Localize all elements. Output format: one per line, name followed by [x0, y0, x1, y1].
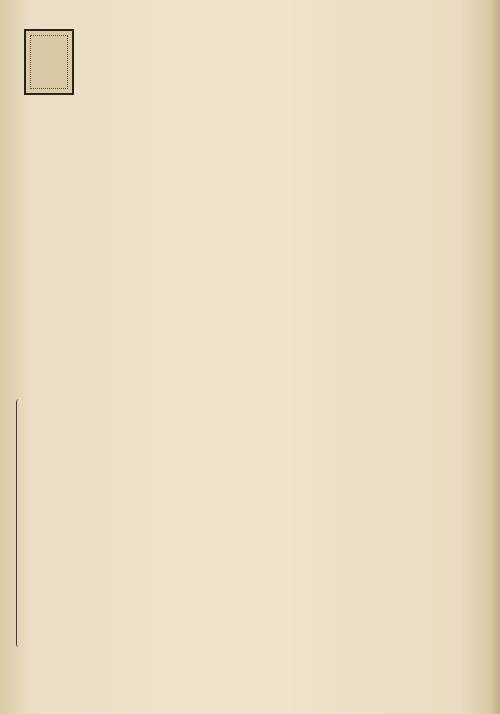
- right-column: [242, 21, 490, 705]
- ornament-border: [30, 35, 68, 89]
- margin-bracket: [16, 399, 23, 647]
- drop-cap-ornament: [24, 29, 74, 95]
- page-edge-shadow: [490, 0, 500, 714]
- left-column: [14, 21, 236, 705]
